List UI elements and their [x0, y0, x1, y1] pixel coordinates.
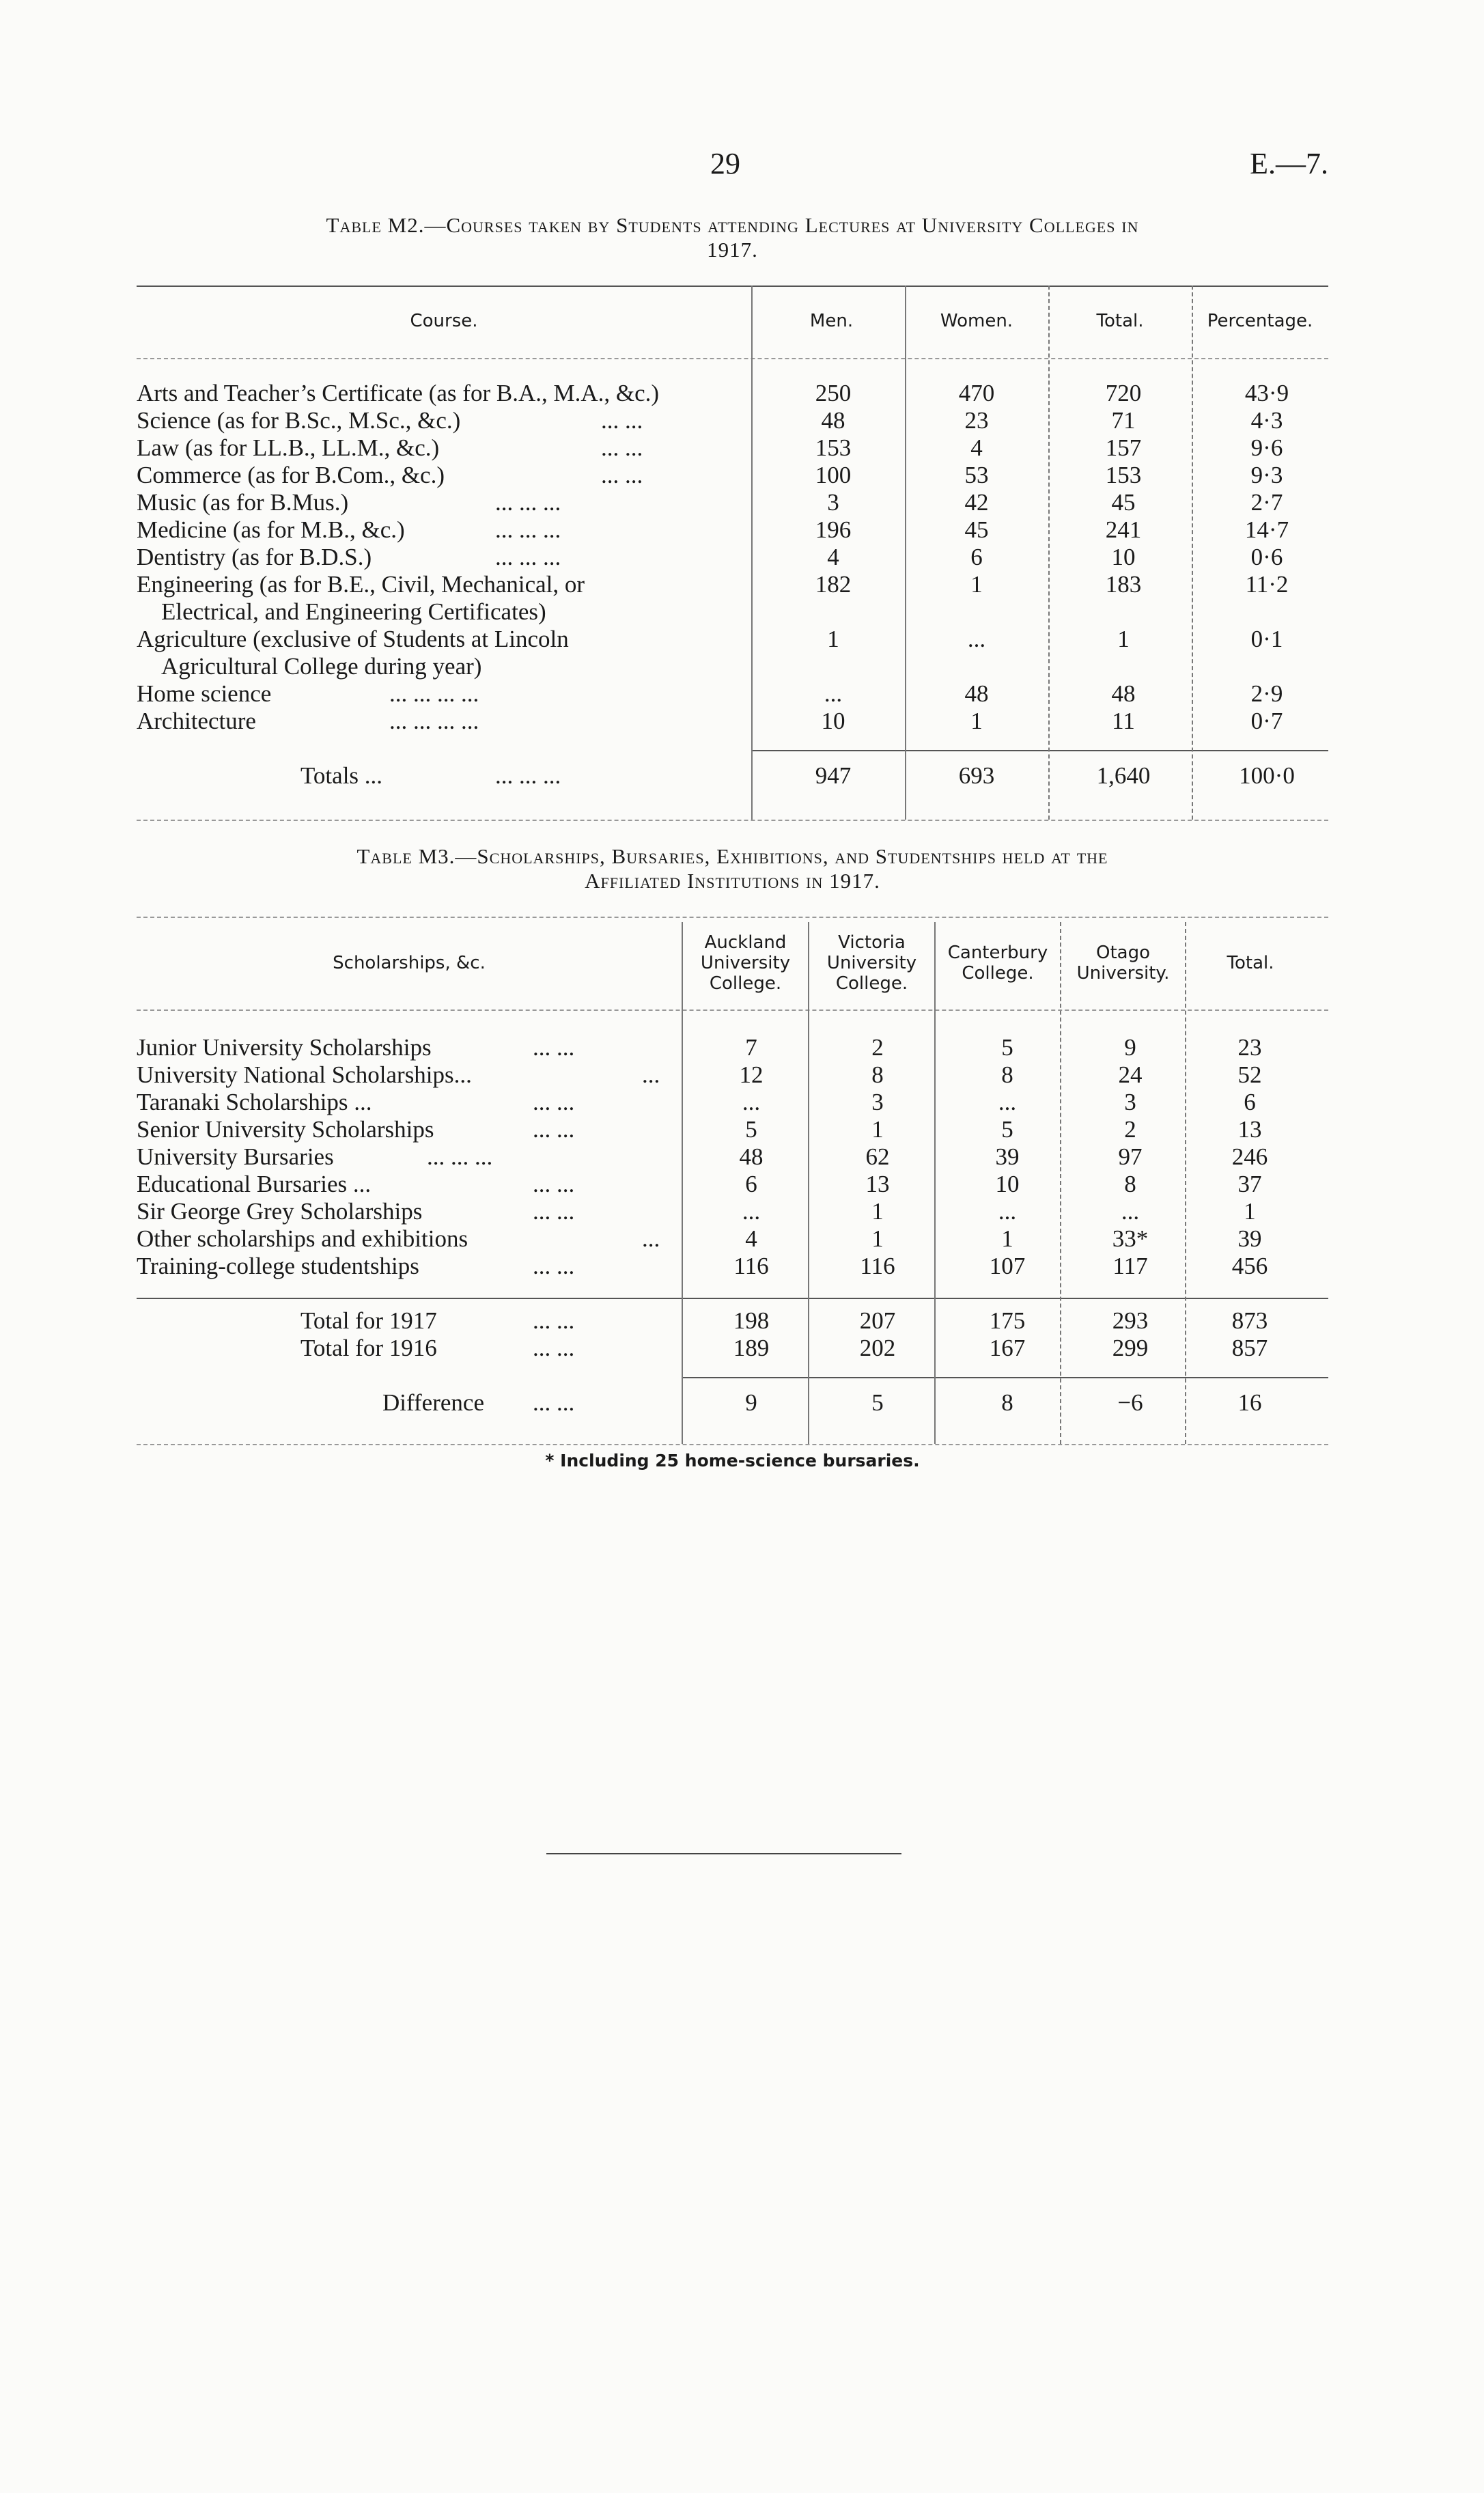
cell-total: 13 — [1237, 1116, 1262, 1143]
series-code: E.—7. — [1250, 147, 1328, 180]
cell-victoria: 1 — [871, 1198, 884, 1225]
leader-dots: ... ... ... ... — [389, 680, 479, 707]
column-header-course: Course. — [410, 311, 478, 331]
cell-otago: 299 — [1112, 1335, 1149, 1361]
column-header-total: Total. — [1227, 953, 1274, 973]
cell-otago: 2 — [1124, 1116, 1136, 1143]
row-label: Science (as for B.Sc., M.Sc., &c.) — [137, 407, 461, 434]
table-row — [0, 462, 1484, 489]
cell-canterbury: 5 — [1001, 1116, 1013, 1143]
leader-dots: ... ... — [533, 1171, 575, 1197]
table-m3-top-rule — [137, 917, 1328, 918]
column-header-canterbury: Canterbury College. — [947, 943, 1048, 984]
cell-percentage: 4·3 — [1250, 407, 1283, 434]
cell-men: 153 — [815, 434, 852, 461]
cell-canterbury: 5 — [1001, 1034, 1013, 1061]
table-row — [0, 516, 1484, 544]
leader-dots: ... ... ... ... — [389, 708, 479, 734]
cell-total: 1 — [1117, 626, 1130, 652]
cell-otago: 9 — [1124, 1034, 1136, 1061]
table-row — [0, 680, 1484, 708]
row-label: Educational Bursaries ... — [137, 1171, 372, 1197]
cell-women: 53 — [964, 462, 989, 488]
row-label: Commerce (as for B.Com., &c.) — [137, 462, 445, 488]
cell-total: 71 — [1111, 407, 1136, 434]
cell-women-total: 693 — [958, 762, 995, 789]
table-row — [0, 1089, 1484, 1116]
table-m2-title-line1: Table M2.—Courses taken by Students attending Lectures at University Colleges in — [326, 213, 1139, 237]
cell-otago: 3 — [1124, 1089, 1136, 1115]
cell-total: 23 — [1237, 1034, 1262, 1061]
table-total-row-1917 — [0, 1307, 1484, 1335]
table-m3-difference-rule — [683, 1377, 1328, 1378]
leader-dots: ... ... — [533, 1253, 575, 1279]
table-row — [0, 626, 1484, 653]
leader-dots: ... ... — [533, 1389, 575, 1416]
row-label: Music (as for B.Mus.) — [137, 489, 349, 516]
cell-canterbury: ... — [998, 1089, 1017, 1115]
end-rule — [546, 1853, 901, 1854]
row-label: Other scholarships and exhibitions — [137, 1225, 468, 1252]
cell-auckland: 9 — [745, 1389, 757, 1416]
cell-percentage: 9·3 — [1250, 462, 1283, 488]
cell-men: 250 — [815, 380, 852, 406]
cell-canterbury: 8 — [1001, 1389, 1013, 1416]
cell-victoria: 62 — [865, 1143, 890, 1170]
cell-victoria: 202 — [859, 1335, 896, 1361]
cell-auckland: 5 — [745, 1116, 757, 1143]
cell-women: 4 — [970, 434, 983, 461]
leader-dots: ... — [642, 1061, 660, 1088]
table-row — [0, 407, 1484, 434]
cell-men: 3 — [827, 489, 839, 516]
table-row — [0, 489, 1484, 516]
table-row — [0, 1198, 1484, 1225]
cell-victoria: 116 — [860, 1253, 895, 1279]
cell-men: 10 — [821, 708, 845, 734]
cell-total: 857 — [1231, 1335, 1268, 1361]
cell-percentage: 11·2 — [1245, 571, 1289, 598]
cell-total: 10 — [1111, 544, 1136, 570]
cell-women: 45 — [964, 516, 989, 543]
column-header-scholarships: Scholarships, &c. — [333, 953, 486, 973]
cell-auckland: 12 — [739, 1061, 764, 1088]
cell-percentage: 0·1 — [1250, 626, 1283, 652]
leader-dots: ... ... — [601, 434, 643, 461]
column-header-auckland: Auckland University College. — [700, 932, 791, 994]
cell-total: 153 — [1105, 462, 1142, 488]
table-m3-title-line1: Table M3.—Scholarships, Bursaries, Exhibitions, and Studentships held at the — [356, 844, 1108, 868]
cell-auckland: 189 — [733, 1335, 770, 1361]
table-m3-bottom-rule — [137, 1444, 1328, 1445]
cell-total: 241 — [1105, 516, 1142, 543]
cell-men-total: 947 — [815, 762, 852, 789]
cell-total: 52 — [1237, 1061, 1262, 1088]
table-m3-totals-rule — [137, 1298, 1328, 1299]
cell-victoria: 1 — [871, 1225, 884, 1252]
cell-grand-total: 1,640 — [1096, 762, 1151, 789]
cell-men: 196 — [815, 516, 852, 543]
cell-women: 470 — [958, 380, 995, 406]
table-row — [0, 1116, 1484, 1143]
cell-women: 23 — [964, 407, 989, 434]
table-row — [0, 434, 1484, 462]
row-label: Dentistry (as for B.D.S.) — [137, 544, 372, 570]
cell-auckland: 116 — [733, 1253, 769, 1279]
cell-canterbury: 8 — [1001, 1061, 1013, 1088]
cell-auckland: 7 — [745, 1034, 757, 1061]
table-row — [0, 1061, 1484, 1089]
cell-canterbury: 167 — [989, 1335, 1026, 1361]
footnote: * Including 25 home-science bursaries. — [545, 1451, 920, 1471]
table-m3-title-line2: Affiliated Institutions in 1917. — [585, 869, 880, 893]
table-row — [0, 544, 1484, 571]
leader-dots: ... ... ... — [495, 516, 561, 543]
cell-women: 1 — [970, 708, 983, 734]
leader-dots: ... ... — [601, 407, 643, 434]
row-label: Sir George Grey Scholarships — [137, 1198, 423, 1225]
cell-victoria: 13 — [865, 1171, 890, 1197]
leader-dots: ... ... — [533, 1307, 575, 1334]
cell-auckland: ... — [742, 1198, 761, 1225]
cell-auckland: 6 — [745, 1171, 757, 1197]
row-label: Architecture — [137, 708, 256, 734]
cell-percentage: 43·9 — [1244, 380, 1289, 406]
cell-women: 42 — [964, 489, 989, 516]
cell-women: 6 — [970, 544, 983, 570]
table-row — [0, 571, 1484, 598]
row-label: Medicine (as for M.B., &c.) — [137, 516, 405, 543]
cell-total: 37 — [1237, 1171, 1262, 1197]
cell-women: 1 — [970, 571, 983, 598]
table-m2-bottom-rule — [137, 820, 1328, 821]
row-label: Training-college studentships — [137, 1253, 419, 1279]
cell-percentage: 9·6 — [1250, 434, 1283, 461]
cell-auckland: ... — [742, 1089, 761, 1115]
cell-canterbury: 1 — [1001, 1225, 1013, 1252]
leader-dots: ... ... — [533, 1116, 575, 1143]
column-header-men: Men. — [809, 311, 854, 331]
cell-percentage: 0·7 — [1250, 708, 1283, 734]
page-number: 29 — [710, 147, 740, 180]
leader-dots: ... ... ... — [495, 544, 561, 570]
cell-canterbury: 107 — [989, 1253, 1026, 1279]
column-header-total: Total. — [1096, 311, 1144, 331]
cell-men: 182 — [815, 571, 852, 598]
leader-dots: ... ... — [533, 1335, 575, 1361]
table-row — [0, 1253, 1484, 1280]
table-row-continuation — [0, 598, 1484, 626]
table-total-row-1916 — [0, 1335, 1484, 1362]
row-label: Home science — [137, 680, 272, 707]
cell-otago: ... — [1121, 1198, 1140, 1225]
leader-dots: ... ... ... — [495, 762, 561, 789]
table-row — [0, 708, 1484, 735]
row-label: Junior University Scholarships — [137, 1034, 432, 1061]
leader-dots: ... ... ... — [495, 489, 561, 516]
cell-otago: 97 — [1118, 1143, 1143, 1170]
table-row — [0, 1034, 1484, 1061]
column-header-victoria: Victoria University College. — [826, 932, 917, 994]
cell-otago: 8 — [1124, 1171, 1136, 1197]
cell-men: 48 — [821, 407, 845, 434]
totals-label: Totals ... — [300, 762, 383, 789]
table-m3-title — [137, 844, 1328, 893]
table-m2-totals-rule — [751, 750, 1328, 751]
cell-auckland: 198 — [733, 1307, 770, 1334]
cell-total: 183 — [1105, 571, 1142, 598]
cell-total: 720 — [1105, 380, 1142, 406]
cell-otago: −6 — [1117, 1389, 1143, 1416]
cell-percentage: 14·7 — [1244, 516, 1289, 543]
row-label: Law (as for LL.B., LL.M., &c.) — [137, 434, 440, 461]
row-label: Engineering (as for B.E., Civil, Mechanical, or — [137, 571, 585, 598]
cell-percentage: 2·9 — [1250, 680, 1283, 707]
cell-canterbury: 175 — [989, 1307, 1026, 1334]
leader-dots: ... ... ... — [427, 1143, 493, 1170]
cell-victoria: 8 — [871, 1061, 884, 1088]
cell-women: ... — [967, 626, 986, 652]
leader-dots: ... ... — [533, 1089, 575, 1115]
table-m3-header-rule — [137, 1009, 1328, 1011]
cell-men: 4 — [827, 544, 839, 570]
cell-victoria: 1 — [871, 1116, 884, 1143]
row-label: Arts and Teacher’s Certificate (as for B.A., M.A., &c.) — [137, 380, 660, 406]
cell-victoria: 5 — [871, 1389, 884, 1416]
leader-dots: ... — [642, 1225, 660, 1252]
table-m2-header-rule — [137, 358, 1328, 359]
cell-victoria: 207 — [859, 1307, 896, 1334]
cell-men: 1 — [827, 626, 839, 652]
table-row — [0, 1225, 1484, 1253]
table-m2-title — [137, 213, 1328, 262]
leader-dots: ... ... — [601, 462, 643, 488]
column-header-percentage: Percentage. — [1207, 311, 1313, 331]
cell-total: 6 — [1244, 1089, 1256, 1115]
column-header-otago: Otago University. — [1076, 943, 1170, 984]
cell-men: ... — [824, 680, 843, 707]
cell-women: 48 — [964, 680, 989, 707]
cell-otago: 117 — [1112, 1253, 1148, 1279]
cell-percentage: 0·6 — [1250, 544, 1283, 570]
column-header-women: Women. — [940, 311, 1013, 331]
row-label: Total for 1916 — [300, 1335, 437, 1361]
row-label: Total for 1917 — [300, 1307, 437, 1334]
row-label: Difference — [382, 1389, 484, 1416]
cell-auckland: 48 — [739, 1143, 764, 1170]
cell-total: 16 — [1237, 1389, 1262, 1416]
table-m2-top-rule — [137, 285, 1328, 287]
cell-percentage-total: 100·0 — [1239, 762, 1295, 789]
row-label: Taranaki Scholarships ... — [137, 1089, 372, 1115]
cell-total: 157 — [1105, 434, 1142, 461]
table-row — [0, 380, 1484, 407]
cell-percentage: 2·7 — [1250, 489, 1283, 516]
table-row — [0, 1143, 1484, 1171]
table-row-continuation — [0, 653, 1484, 680]
cell-canterbury: ... — [998, 1198, 1017, 1225]
table-difference-row — [0, 1389, 1484, 1417]
row-label: University Bursaries — [137, 1143, 334, 1170]
cell-otago: 33* — [1112, 1225, 1149, 1252]
cell-total: 48 — [1111, 680, 1136, 707]
row-label-continuation: Agricultural College during year) — [161, 653, 482, 680]
cell-total: 456 — [1231, 1253, 1268, 1279]
row-label: Senior University Scholarships — [137, 1116, 434, 1143]
cell-otago: 293 — [1112, 1307, 1149, 1334]
cell-total: 873 — [1231, 1307, 1268, 1334]
cell-total: 39 — [1237, 1225, 1262, 1252]
cell-men: 100 — [815, 462, 852, 488]
table-row — [0, 1171, 1484, 1198]
cell-victoria: 2 — [871, 1034, 884, 1061]
row-label-continuation: Electrical, and Engineering Certificates) — [161, 598, 546, 625]
leader-dots: ... ... — [533, 1198, 575, 1225]
cell-total: 1 — [1244, 1198, 1256, 1225]
page-header — [137, 146, 1328, 187]
cell-total: 11 — [1112, 708, 1135, 734]
cell-total: 246 — [1231, 1143, 1268, 1170]
cell-victoria: 3 — [871, 1089, 884, 1115]
cell-total: 45 — [1111, 489, 1136, 516]
table-m2-title-line2: 1917. — [707, 238, 758, 262]
leader-dots: ... ... — [533, 1034, 575, 1061]
row-label: University National Scholarships... — [137, 1061, 472, 1088]
cell-canterbury: 39 — [995, 1143, 1020, 1170]
cell-otago: 24 — [1118, 1061, 1143, 1088]
table-totals-row — [0, 762, 1484, 790]
row-label: Agriculture (exclusive of Students at Lincoln — [137, 626, 569, 652]
cell-canterbury: 10 — [995, 1171, 1020, 1197]
cell-auckland: 4 — [745, 1225, 757, 1252]
